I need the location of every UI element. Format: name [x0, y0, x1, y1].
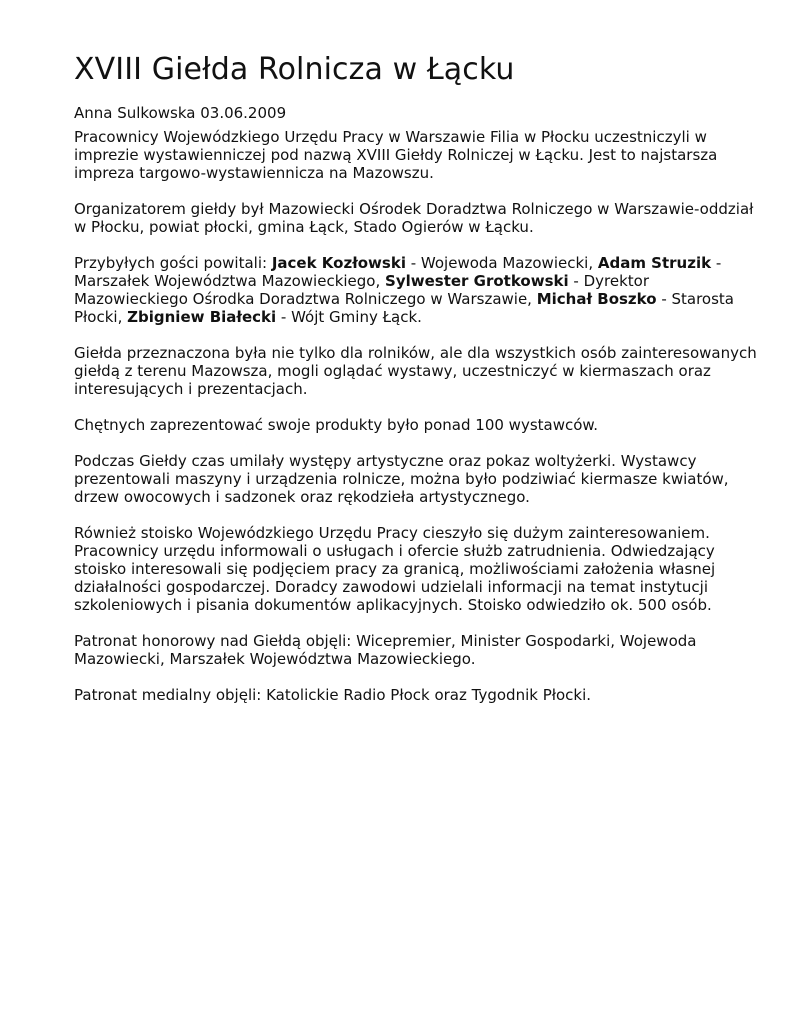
- paragraph-honorary-patronage: Patronat honorowy nad Giełdą objęli: Wicepremier, Minister Gospodarki, Wojewoda Mazowiecki, Marszałek Województwa Mazowieckiego.: [74, 632, 697, 668]
- guest-name-5: Zbigniew Białecki: [127, 308, 277, 326]
- guests-text-5: - Wójt Gminy Łąck.: [276, 308, 422, 326]
- paragraph-media-patronage: Patronat medialny objęli: Katolickie Radio Płock oraz Tygodnik Płocki.: [74, 686, 592, 704]
- guests-text-0: Przybyłych gości powitali:: [74, 254, 272, 272]
- article: [74, 48, 764, 722]
- guests-text-1: - Wojewoda Mazowiecki,: [405, 254, 598, 272]
- article-byline: Anna Sulkowska 03.06.2009: [74, 104, 287, 122]
- guest-name-3: Sylwester Grotkowski: [385, 272, 569, 290]
- paragraph-stand: Również stoisko Wojewódzkiego Urzędu Pracy cieszyło się dużym zainteresowaniem. Pracownicy urzędu informowali o usługach i ofercie służb zatrudnienia. Odwiedzający stoisko interesowali się podjęciem pracy za granicą, możliwościami założenia własnej działalności gospodarczej. Doradcy zawodowi udzielali informacji na temat instytucji szkoleniowych i pisania dokumentów aplikacyjnych. Stoisko odwiedziło ok. 500 osób.: [74, 524, 716, 614]
- guest-name-1: Jacek Kozłowski: [271, 254, 406, 272]
- paragraph-guests: [74, 254, 764, 326]
- paragraph-attractions: Podczas Giełdy czas umilały występy artystyczne oraz pokaz woltyżerki. Wystawcy prezentowali maszyny i urządzenia rolnicze, można było podziwiać kiermasze kwiatów, drzew owocowych i sadzonek oraz rękodzieła artystycznego.: [74, 452, 729, 506]
- paragraph-audience: Giełda przeznaczona była nie tylko dla rolników, ale dla wszystkich osób zainteresowanych giełdą z terenu Mazowsza, mogli oglądać wystawy, uczestniczyć w kiermaszach oraz interesujących i prezentacjach.: [74, 344, 757, 398]
- paragraph-organizer: Organizatorem giełdy był Mazowiecki Ośrodek Doradztwa Rolniczego w Warszawie-oddział w Płocku, powiat płocki, gmina Łąck, Stado Ogierów w Łącku.: [74, 200, 754, 236]
- guests-text-4: - Starosta Płocki,: [74, 290, 734, 326]
- guests-text-3: - Dyrektor Mazowieckiego Ośrodka Doradztwa Rolniczego w Warszawie,: [74, 272, 649, 308]
- guest-name-4: Michał Boszko: [536, 290, 657, 308]
- guest-name-2: Adam Struzik: [597, 254, 712, 272]
- guests-text-2: - Marszałek Województwa Mazowieckiego,: [74, 254, 722, 290]
- article-title: XVIII Giełda Rolnicza w Łącku: [74, 52, 515, 87]
- paragraph-exhibitors: Chętnych zaprezentować swoje produkty było ponad 100 wystawców.: [74, 416, 599, 434]
- paragraph-intro: Pracownicy Wojewódzkiego Urzędu Pracy w Warszawie Filia w Płocku uczestniczyli w imprezie wystawienniczej pod nazwą XVIII Giełdy Rolniczej w Łącku. Jest to najstarsza impreza targowo-wystawiennicza na Mazowszu.: [74, 128, 718, 182]
